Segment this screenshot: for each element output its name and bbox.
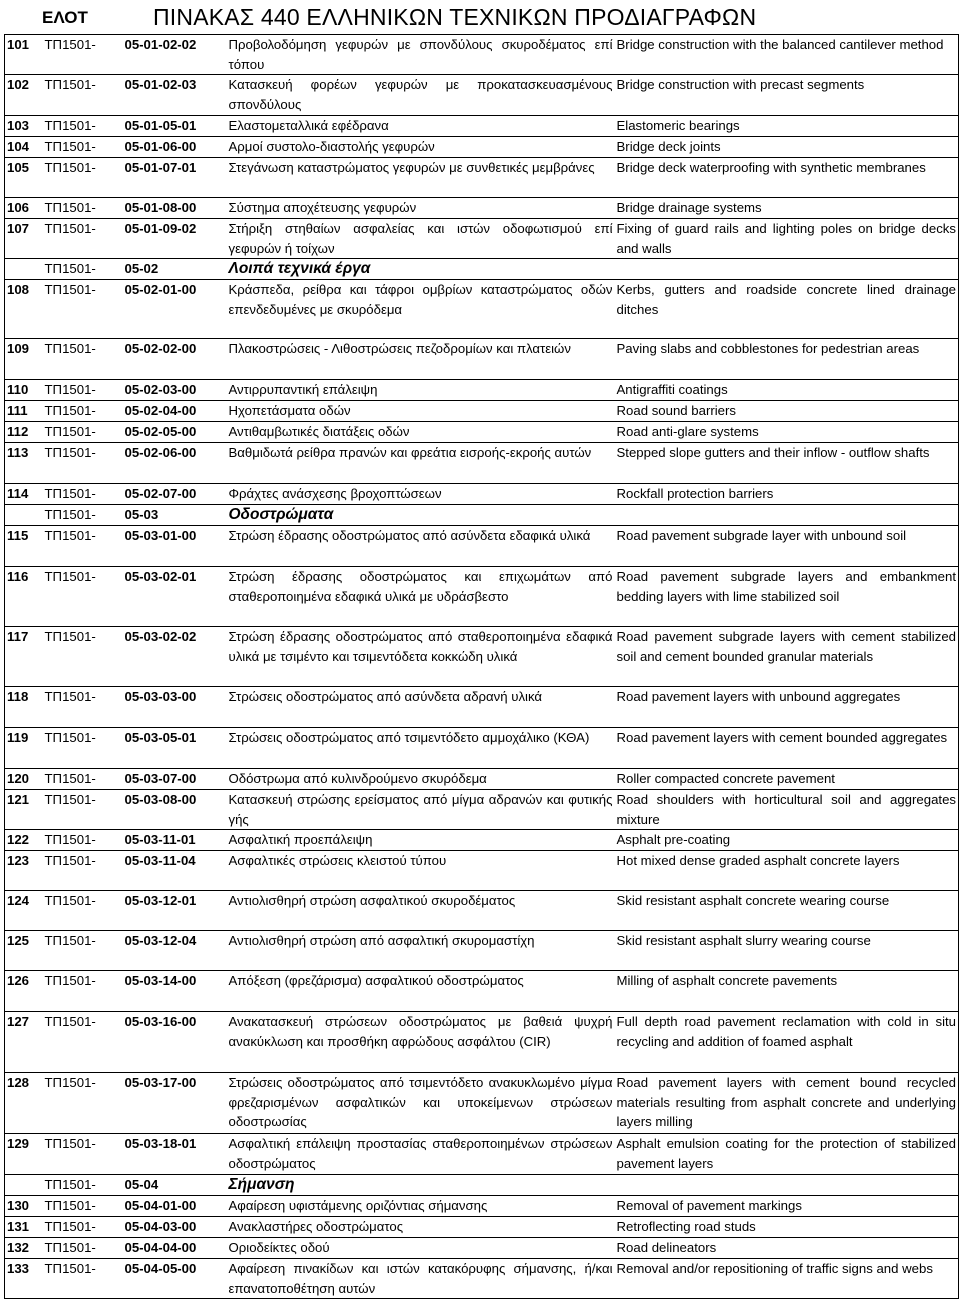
greek-description: Αφαίρεση υφιστάμενης οριζόντιας σήμανσης: [227, 1196, 615, 1217]
row-number: 104: [5, 137, 43, 158]
table-row: [5, 830, 959, 851]
row-number: 106: [5, 198, 43, 219]
spec-prefix: ΤΠ1501-: [43, 769, 123, 790]
row-number: 102: [5, 75, 43, 116]
english-description: Road pavement layers with cement bounded aggregates: [615, 728, 959, 769]
spec-prefix: ΤΠ1501-: [43, 280, 123, 339]
spec-code: 05-03-05-01: [123, 728, 227, 769]
spec-prefix: ΤΠ1501-: [43, 1196, 123, 1217]
spec-code: 05-03-11-01: [123, 830, 227, 851]
english-description: Road pavement subgrade layers with cement stabilized soil and cement bounded granular materials: [615, 627, 959, 687]
english-description: Asphalt pre-coating: [615, 830, 959, 851]
row-number: 118: [5, 687, 43, 728]
spec-prefix: ΤΠ1501-: [43, 1073, 123, 1134]
row-number: 112: [5, 422, 43, 443]
spec-prefix: ΤΠ1501-: [43, 1134, 123, 1175]
english-description: Full depth road pavement reclamation with cold in situ recycling and addition of foamed asphalt: [615, 1012, 959, 1073]
spec-prefix: ΤΠ1501-: [43, 1175, 123, 1196]
table-row: [5, 443, 959, 484]
greek-description: Αντιθαμβωτικές διατάξεις οδών: [227, 422, 615, 443]
table-row: [5, 1073, 959, 1134]
english-description: Bridge construction with the balanced cantilever method: [615, 35, 959, 75]
row-number: 115: [5, 526, 43, 567]
greek-description: Ηχοπετάσματα οδών: [227, 401, 615, 422]
english-description: Roller compacted concrete pavement: [615, 769, 959, 790]
spec-prefix: ΤΠ1501-: [43, 1217, 123, 1238]
spec-code: 05-01-05-01: [123, 116, 227, 137]
spec-code: 05-02-03-00: [123, 380, 227, 401]
english-description: Road delineators: [615, 1238, 959, 1259]
row-number: 105: [5, 158, 43, 198]
spec-code: 05-02-04-00: [123, 401, 227, 422]
spec-prefix: ΤΠ1501-: [43, 505, 123, 526]
table-row: [5, 280, 959, 339]
table-row: [5, 687, 959, 728]
spec-code: 05-03-18-01: [123, 1134, 227, 1175]
english-description: Elastomeric bearings: [615, 116, 959, 137]
row-number: 117: [5, 627, 43, 687]
table-row: [5, 75, 959, 116]
greek-description: Ελαστομεταλλικά εφέδρανα: [227, 116, 615, 137]
row-number: 125: [5, 931, 43, 971]
spec-prefix: ΤΠ1501-: [43, 380, 123, 401]
spec-prefix: ΤΠ1501-: [43, 790, 123, 830]
table-row: [5, 1196, 959, 1217]
table-row: [5, 1238, 959, 1259]
table-row: [5, 526, 959, 567]
english-description: Hot mixed dense graded asphalt concrete layers: [615, 851, 959, 891]
table-row: [5, 198, 959, 219]
row-number: 114: [5, 484, 43, 505]
english-description: Kerbs, gutters and roadside concrete lined drainage ditches: [615, 280, 959, 339]
table-row: [5, 1134, 959, 1175]
spec-prefix: ΤΠ1501-: [43, 851, 123, 891]
spec-code: 05-03: [123, 505, 227, 526]
table-row: [5, 422, 959, 443]
greek-description: Ανακλαστήρες οδοστρώματος: [227, 1217, 615, 1238]
spec-code: 05-03-12-01: [123, 891, 227, 931]
spec-code: 05-03-12-04: [123, 931, 227, 971]
spec-prefix: ΤΠ1501-: [43, 1259, 123, 1299]
row-number: 110: [5, 380, 43, 401]
row-number: 129: [5, 1134, 43, 1175]
table-row: [5, 484, 959, 505]
spec-prefix: ΤΠ1501-: [43, 931, 123, 971]
english-description: Road pavement layers with unbound aggregates: [615, 687, 959, 728]
greek-description: Αφαίρεση πινακίδων και ιστών κατακόρυφης σήμανσης, ή/και επανατοποθέτηση αυτών: [227, 1259, 615, 1299]
row-number: 128: [5, 1073, 43, 1134]
english-description: [615, 259, 959, 280]
table-row: [5, 339, 959, 380]
row-number: 111: [5, 401, 43, 422]
spec-code: 05-01-07-01: [123, 158, 227, 198]
table-row: [5, 380, 959, 401]
spec-code: 05-03-08-00: [123, 790, 227, 830]
spec-prefix: ΤΠ1501-: [43, 1012, 123, 1073]
greek-description: Ασφαλτική επάλειψη προστασίας σταθεροποιημένων στρώσεων οδοστρώματος: [227, 1134, 615, 1175]
table-row: [5, 1259, 959, 1299]
table-row: [5, 790, 959, 830]
spec-code: 05-04-05-00: [123, 1259, 227, 1299]
table-row: [5, 219, 959, 259]
greek-description: Ανακατασκευή στρώσεων οδοστρώματος με βαθειά ψυχρή ανακύκλωση και προσθήκη αφρώδους ασφάλτου (CIR): [227, 1012, 615, 1073]
spec-code: 05-04-03-00: [123, 1217, 227, 1238]
row-number: 132: [5, 1238, 43, 1259]
row-number: 113: [5, 443, 43, 484]
greek-description: Στρώσεις οδοστρώματος από τσιμεντόδετο αμμοχάλικο (ΚΘΑ): [227, 728, 615, 769]
greek-description: Στήριξη στηθαίων ασφαλείας και ιστών οδοφωτισμού επί γεφυρών ή τοίχων: [227, 219, 615, 259]
spec-prefix: ΤΠ1501-: [43, 401, 123, 422]
greek-description: Σύστημα αποχέτευσης γεφυρών: [227, 198, 615, 219]
english-description: Removal of pavement markings: [615, 1196, 959, 1217]
greek-description: Αντιολισθηρή στρώση ασφαλτικού σκυροδέματος: [227, 891, 615, 931]
page-header: [0, 0, 960, 34]
row-number: 120: [5, 769, 43, 790]
table-row: [5, 769, 959, 790]
section-row: [5, 505, 959, 526]
spec-code: 05-03-01-00: [123, 526, 227, 567]
spec-code: 05-02-06-00: [123, 443, 227, 484]
english-description: Bridge drainage systems: [615, 198, 959, 219]
greek-description: Βαθμιδωτά ρείθρα πρανών και φρεάτια εισροής-εκροής αυτών: [227, 443, 615, 484]
spec-code: 05-03-16-00: [123, 1012, 227, 1073]
english-description: Road pavement subgrade layers and embankment bedding layers with lime stabilized soil: [615, 567, 959, 627]
row-number: 109: [5, 339, 43, 380]
spec-prefix: ΤΠ1501-: [43, 891, 123, 931]
english-description: Milling of asphalt concrete pavements: [615, 971, 959, 1012]
table-row: [5, 971, 959, 1012]
english-description: [615, 505, 959, 526]
row-number: 123: [5, 851, 43, 891]
english-description: Skid resistant asphalt slurry wearing course: [615, 931, 959, 971]
english-description: Bridge construction with precast segments: [615, 75, 959, 116]
english-description: Asphalt emulsion coating for the protection of stabilized pavement layers: [615, 1134, 959, 1175]
english-description: Bridge deck waterproofing with synthetic membranes: [615, 158, 959, 198]
row-number: 124: [5, 891, 43, 931]
table-row: [5, 158, 959, 198]
greek-description: Στρώσεις οδοστρώματος από τσιμεντόδετο ανακυκλωμένο μίγμα φρεζαρισμένων ασφαλτικών και υποκείμενων στρώσεων οδοστρωσίας: [227, 1073, 615, 1134]
spec-prefix: ΤΠ1501-: [43, 198, 123, 219]
spec-code: 05-02-05-00: [123, 422, 227, 443]
greek-description: Οδόστρωμα από κυλινδρούμενο σκυρόδεμα: [227, 769, 615, 790]
spec-prefix: ΤΠ1501-: [43, 830, 123, 851]
spec-prefix: ΤΠ1501-: [43, 137, 123, 158]
row-number: 127: [5, 1012, 43, 1073]
greek-description: Οριοδείκτες οδού: [227, 1238, 615, 1259]
spec-prefix: ΤΠ1501-: [43, 219, 123, 259]
row-number: 119: [5, 728, 43, 769]
row-number: 107: [5, 219, 43, 259]
spec-prefix: ΤΠ1501-: [43, 75, 123, 116]
spec-code: 05-03-11-04: [123, 851, 227, 891]
greek-description: Στρώση έδρασης οδοστρώματος από σταθεροποιημένα εδαφικά υλικά με τσιμέντο και τσιμεντόδετα κοκκώδη υλικά: [227, 627, 615, 687]
greek-description: Φράχτες ανάσχεσης βροχοπτώσεων: [227, 484, 615, 505]
spec-prefix: ΤΠ1501-: [43, 687, 123, 728]
english-description: Fixing of guard rails and lighting poles on bridge decks and walls: [615, 219, 959, 259]
table-row: [5, 1012, 959, 1073]
english-description: Retroflecting road studs: [615, 1217, 959, 1238]
spec-table: [4, 34, 959, 1299]
english-description: Road sound barriers: [615, 401, 959, 422]
row-number: [5, 505, 43, 526]
table-row: [5, 728, 959, 769]
row-number: 131: [5, 1217, 43, 1238]
greek-description: Στρώση έδρασης οδοστρώματος και επιχωμάτων από σταθεροποιημένα εδαφικά υλικά με υδράσβεστο: [227, 567, 615, 627]
greek-description: Λοιπά τεχνικά έργα: [227, 259, 615, 280]
spec-code: 05-03-03-00: [123, 687, 227, 728]
greek-description: Ασφαλτικές στρώσεις κλειστού τύπου: [227, 851, 615, 891]
greek-description: Απόξεση (φρεζάρισμα) ασφαλτικού οδοστρώματος: [227, 971, 615, 1012]
spec-code: 05-03-02-02: [123, 627, 227, 687]
elot-label: ΕΛΟΤ: [42, 8, 88, 27]
spec-prefix: ΤΠ1501-: [43, 526, 123, 567]
row-number: 126: [5, 971, 43, 1012]
row-number: [5, 259, 43, 280]
english-description: [615, 1175, 959, 1196]
spec-code: 05-01-09-02: [123, 219, 227, 259]
english-description: Rockfall protection barriers: [615, 484, 959, 505]
spec-code: 05-01-06-00: [123, 137, 227, 158]
greek-description: Στρώση έδρασης οδοστρώματος από ασύνδετα εδαφικά υλικά: [227, 526, 615, 567]
spec-prefix: ΤΠ1501-: [43, 339, 123, 380]
greek-description: Ασφαλτική προεπάλειψη: [227, 830, 615, 851]
spec-prefix: ΤΠ1501-: [43, 567, 123, 627]
spec-code: 05-01-02-02: [123, 35, 227, 75]
greek-description: Προβολοδόμηση γεφυρών με σπονδύλους σκυροδέματος επί τόπου: [227, 35, 615, 75]
english-description: Antigraffiti coatings: [615, 380, 959, 401]
english-description: Skid resistant asphalt concrete wearing course: [615, 891, 959, 931]
section-row: [5, 259, 959, 280]
greek-description: Αντιρρυπαντική επάλειψη: [227, 380, 615, 401]
spec-prefix: ΤΠ1501-: [43, 116, 123, 137]
spec-prefix: ΤΠ1501-: [43, 422, 123, 443]
greek-description: Πλακοστρώσεις - Λιθοστρώσεις πεζοδρομίων και πλατειών: [227, 339, 615, 380]
spec-code: 05-03-02-01: [123, 567, 227, 627]
row-number: 121: [5, 790, 43, 830]
spec-table-body: [5, 35, 959, 1299]
spec-prefix: ΤΠ1501-: [43, 971, 123, 1012]
spec-code: 05-02: [123, 259, 227, 280]
section-row: [5, 1175, 959, 1196]
greek-description: Οδοστρώματα: [227, 505, 615, 526]
spec-code: 05-02-07-00: [123, 484, 227, 505]
row-number: 116: [5, 567, 43, 627]
spec-code: 05-03-17-00: [123, 1073, 227, 1134]
row-number: 122: [5, 830, 43, 851]
spec-prefix: ΤΠ1501-: [43, 259, 123, 280]
table-row: [5, 851, 959, 891]
row-number: 101: [5, 35, 43, 75]
table-row: [5, 401, 959, 422]
spec-prefix: ΤΠ1501-: [43, 443, 123, 484]
table-row: [5, 627, 959, 687]
table-row: [5, 116, 959, 137]
table-row: [5, 1217, 959, 1238]
english-description: Paving slabs and cobblestones for pedestrian areas: [615, 339, 959, 380]
spec-code: 05-01-02-03: [123, 75, 227, 116]
spec-prefix: ΤΠ1501-: [43, 158, 123, 198]
table-row: [5, 931, 959, 971]
table-row: [5, 891, 959, 931]
row-number: 103: [5, 116, 43, 137]
english-description: Bridge deck joints: [615, 137, 959, 158]
table-row: [5, 35, 959, 75]
spec-code: 05-02-02-00: [123, 339, 227, 380]
greek-description: Κατασκευή φορέων γεφυρών με προκατασκευασμένους σπονδύλους: [227, 75, 615, 116]
spec-prefix: ΤΠ1501-: [43, 35, 123, 75]
row-number: [5, 1175, 43, 1196]
spec-code: 05-03-14-00: [123, 971, 227, 1012]
spec-code: 05-04-04-00: [123, 1238, 227, 1259]
greek-description: Σήμανση: [227, 1175, 615, 1196]
spec-prefix: ΤΠ1501-: [43, 627, 123, 687]
spec-code: 05-04: [123, 1175, 227, 1196]
english-description: Removal and/or repositioning of traffic signs and webs: [615, 1259, 959, 1299]
english-description: Road pavement subgrade layer with unbound soil: [615, 526, 959, 567]
greek-description: Στεγάνωση καταστρώματος γεφυρών με συνθετικές μεμβράνες: [227, 158, 615, 198]
greek-description: Κατασκευή στρώσης ερείσματος από μίγμα αδρανών και φυτικής γής: [227, 790, 615, 830]
row-number: 130: [5, 1196, 43, 1217]
greek-description: Κράσπεδα, ρείθρα και τάφροι ομβρίων καταστρώματος οδών επενδεδυμένες με σκυρόδεμα: [227, 280, 615, 339]
spec-prefix: ΤΠ1501-: [43, 484, 123, 505]
table-row: [5, 137, 959, 158]
spec-code: 05-02-01-00: [123, 280, 227, 339]
greek-description: Αρμοί συστολο-διαστολής γεφυρών: [227, 137, 615, 158]
english-description: Road pavement layers with cement bound recycled materials resulting from asphalt concrete and underlying layers milling: [615, 1073, 959, 1134]
spec-code: 05-01-08-00: [123, 198, 227, 219]
page-title: ΠΙΝΑΚΑΣ 440 ΕΛΛΗΝΙΚΩΝ ΤΕΧΝΙΚΩΝ ΠΡΟΔΙΑΓΡΑΦΩΝ: [153, 4, 757, 30]
spec-code: 05-03-07-00: [123, 769, 227, 790]
table-row: [5, 567, 959, 627]
greek-description: Στρώσεις οδοστρώματος από ασύνδετα αδρανή υλικά: [227, 687, 615, 728]
english-description: Road anti-glare systems: [615, 422, 959, 443]
spec-prefix: ΤΠ1501-: [43, 1238, 123, 1259]
english-description: Stepped slope gutters and their inflow - outflow shafts: [615, 443, 959, 484]
spec-prefix: ΤΠ1501-: [43, 728, 123, 769]
row-number: 133: [5, 1259, 43, 1299]
row-number: 108: [5, 280, 43, 339]
greek-description: Αντιολισθηρή στρώση από ασφαλτική σκυρομαστίχη: [227, 931, 615, 971]
english-description: Road shoulders with horticultural soil and aggregates mixture: [615, 790, 959, 830]
spec-code: 05-04-01-00: [123, 1196, 227, 1217]
